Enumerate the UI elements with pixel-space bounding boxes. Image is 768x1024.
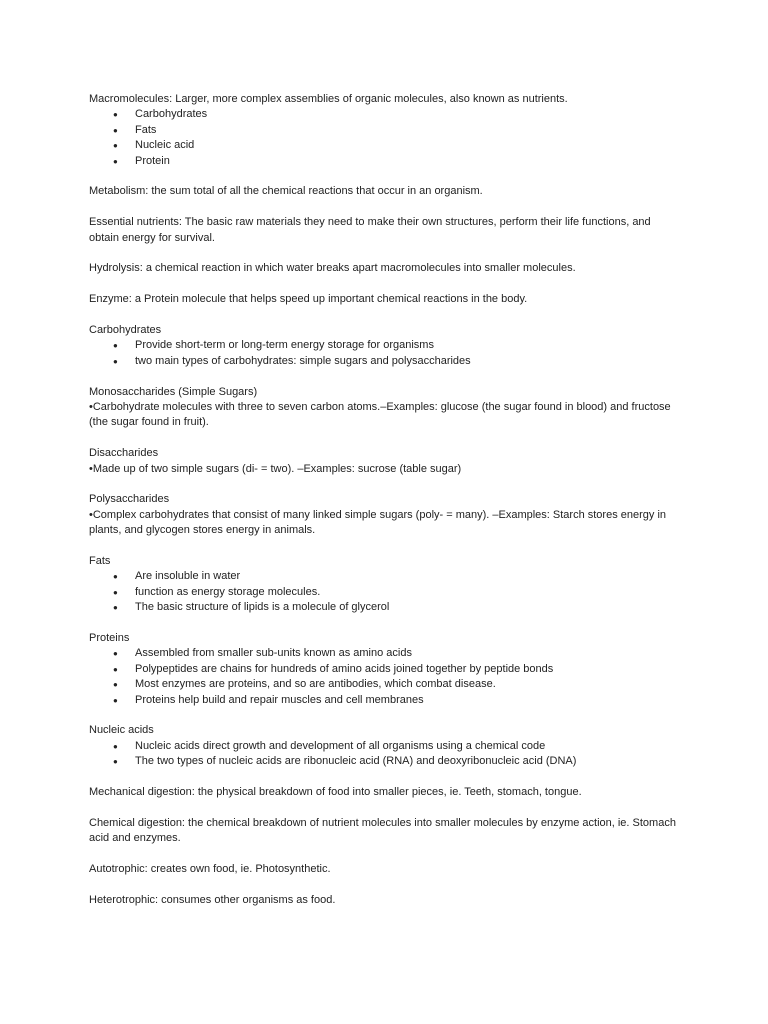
spacer <box>89 770 679 785</box>
spacer <box>89 200 679 215</box>
enzyme-definition: Enzyme: a Protein molecule that helps speed up important chemical reactions in the body. <box>89 293 528 306</box>
spacer <box>89 169 679 184</box>
monosaccharides-heading: Monosaccharides (Simple Sugars) <box>89 385 258 398</box>
disaccharides-text: •Made up of two simple sugars (di- = two). –Examples: sucrose (table sugar) <box>89 462 462 475</box>
list-item: ● Carbohydrates <box>89 107 679 122</box>
list-item: ● Fats <box>89 123 679 138</box>
spacer <box>89 246 679 261</box>
essential-nutrients-definition: Essential nutrients: The basic raw materials they need to make their own structures, perform their life functions, and obtain energy for survival. <box>89 216 651 244</box>
spacer <box>89 431 679 446</box>
list-item: ● Nucleic acids direct growth and development of all organisms using a chemical code <box>89 739 679 754</box>
list-item: ● Nucleic acid <box>89 138 679 153</box>
spacer <box>89 477 679 492</box>
disaccharides-heading: Disaccharides <box>89 447 159 460</box>
spacer <box>89 277 679 292</box>
list-item: ● Most enzymes are proteins, and so are antibodies, which combat disease. <box>89 677 679 692</box>
list-item: ● Polypeptides are chains for hundreds of amino acids joined together by peptide bonds <box>89 662 679 677</box>
document-body <box>89 92 679 908</box>
list-item: ● Proteins help build and repair muscles and cell membranes <box>89 693 679 708</box>
mechanical-digestion-definition: Mechanical digestion: the physical breakdown of food into smaller pieces, ie. Teeth, stomach, tongue. <box>89 786 582 799</box>
spacer <box>89 878 679 893</box>
nucleic-acids-list <box>89 739 679 770</box>
nucleic-acids-heading: Nucleic acids <box>89 724 154 737</box>
autotrophic-definition: Autotrophic: creates own food, ie. Photosynthetic. <box>89 863 331 876</box>
spacer <box>89 616 679 631</box>
macromolecules-list <box>89 107 679 169</box>
list-item: ● The basic structure of lipids is a molecule of glycerol <box>89 600 679 615</box>
proteins-heading: Proteins <box>89 632 130 645</box>
hydrolysis-definition: Hydrolysis: a chemical reaction in which water breaks apart macromolecules into smaller molecules. <box>89 262 576 275</box>
polysaccharides-heading: Polysaccharides <box>89 493 170 506</box>
polysaccharides-text: •Complex carbohydrates that consist of many linked simple sugars (poly- = many). –Examples: Starch stores energy in plants, and glycogen stores energy in animals. <box>89 508 667 537</box>
spacer <box>89 847 679 862</box>
spacer <box>89 801 679 816</box>
metabolism-definition: Metabolism: the sum total of all the chemical reactions that occur in an organism. <box>89 185 483 198</box>
list-item: ● The two types of nucleic acids are ribonucleic acid (RNA) and deoxyribonucleic acid (DNA) <box>89 754 679 769</box>
fats-list <box>89 569 679 615</box>
fats-heading: Fats <box>89 555 111 568</box>
spacer <box>89 539 679 554</box>
list-item: ● Assembled from smaller sub-units known as amino acids <box>89 646 679 661</box>
list-item: ● function as energy storage molecules. <box>89 585 679 600</box>
list-item: ● two main types of carbohydrates: simple sugars and polysaccharides <box>89 354 679 369</box>
carbohydrates-heading: Carbohydrates <box>89 324 162 337</box>
chemical-digestion-definition: Chemical digestion: the chemical breakdown of nutrient molecules into smaller molecules by enzyme action, ie. Stomach acid and enzymes. <box>89 816 676 845</box>
spacer <box>89 708 679 723</box>
proteins-list <box>89 646 679 708</box>
macromolecules-definition: Macromolecules: Larger, more complex assemblies of organic molecules, also known as nutrients. <box>89 93 568 105</box>
heterotrophic-definition: Heterotrophic: consumes other organisms as food. <box>89 893 336 906</box>
monosaccharides-text: •Carbohydrate molecules with three to seven carbon atoms.–Examples: glucose (the sugar found in blood) and fructose (the sugar found in fruit). <box>89 401 671 429</box>
list-item: ● Are insoluble in water <box>89 569 679 584</box>
spacer <box>89 308 679 323</box>
list-item: ● Protein <box>89 154 679 169</box>
spacer <box>89 369 679 384</box>
carbohydrates-list <box>89 338 679 369</box>
list-item: ● Provide short-term or long-term energy storage for organisms <box>89 338 679 353</box>
